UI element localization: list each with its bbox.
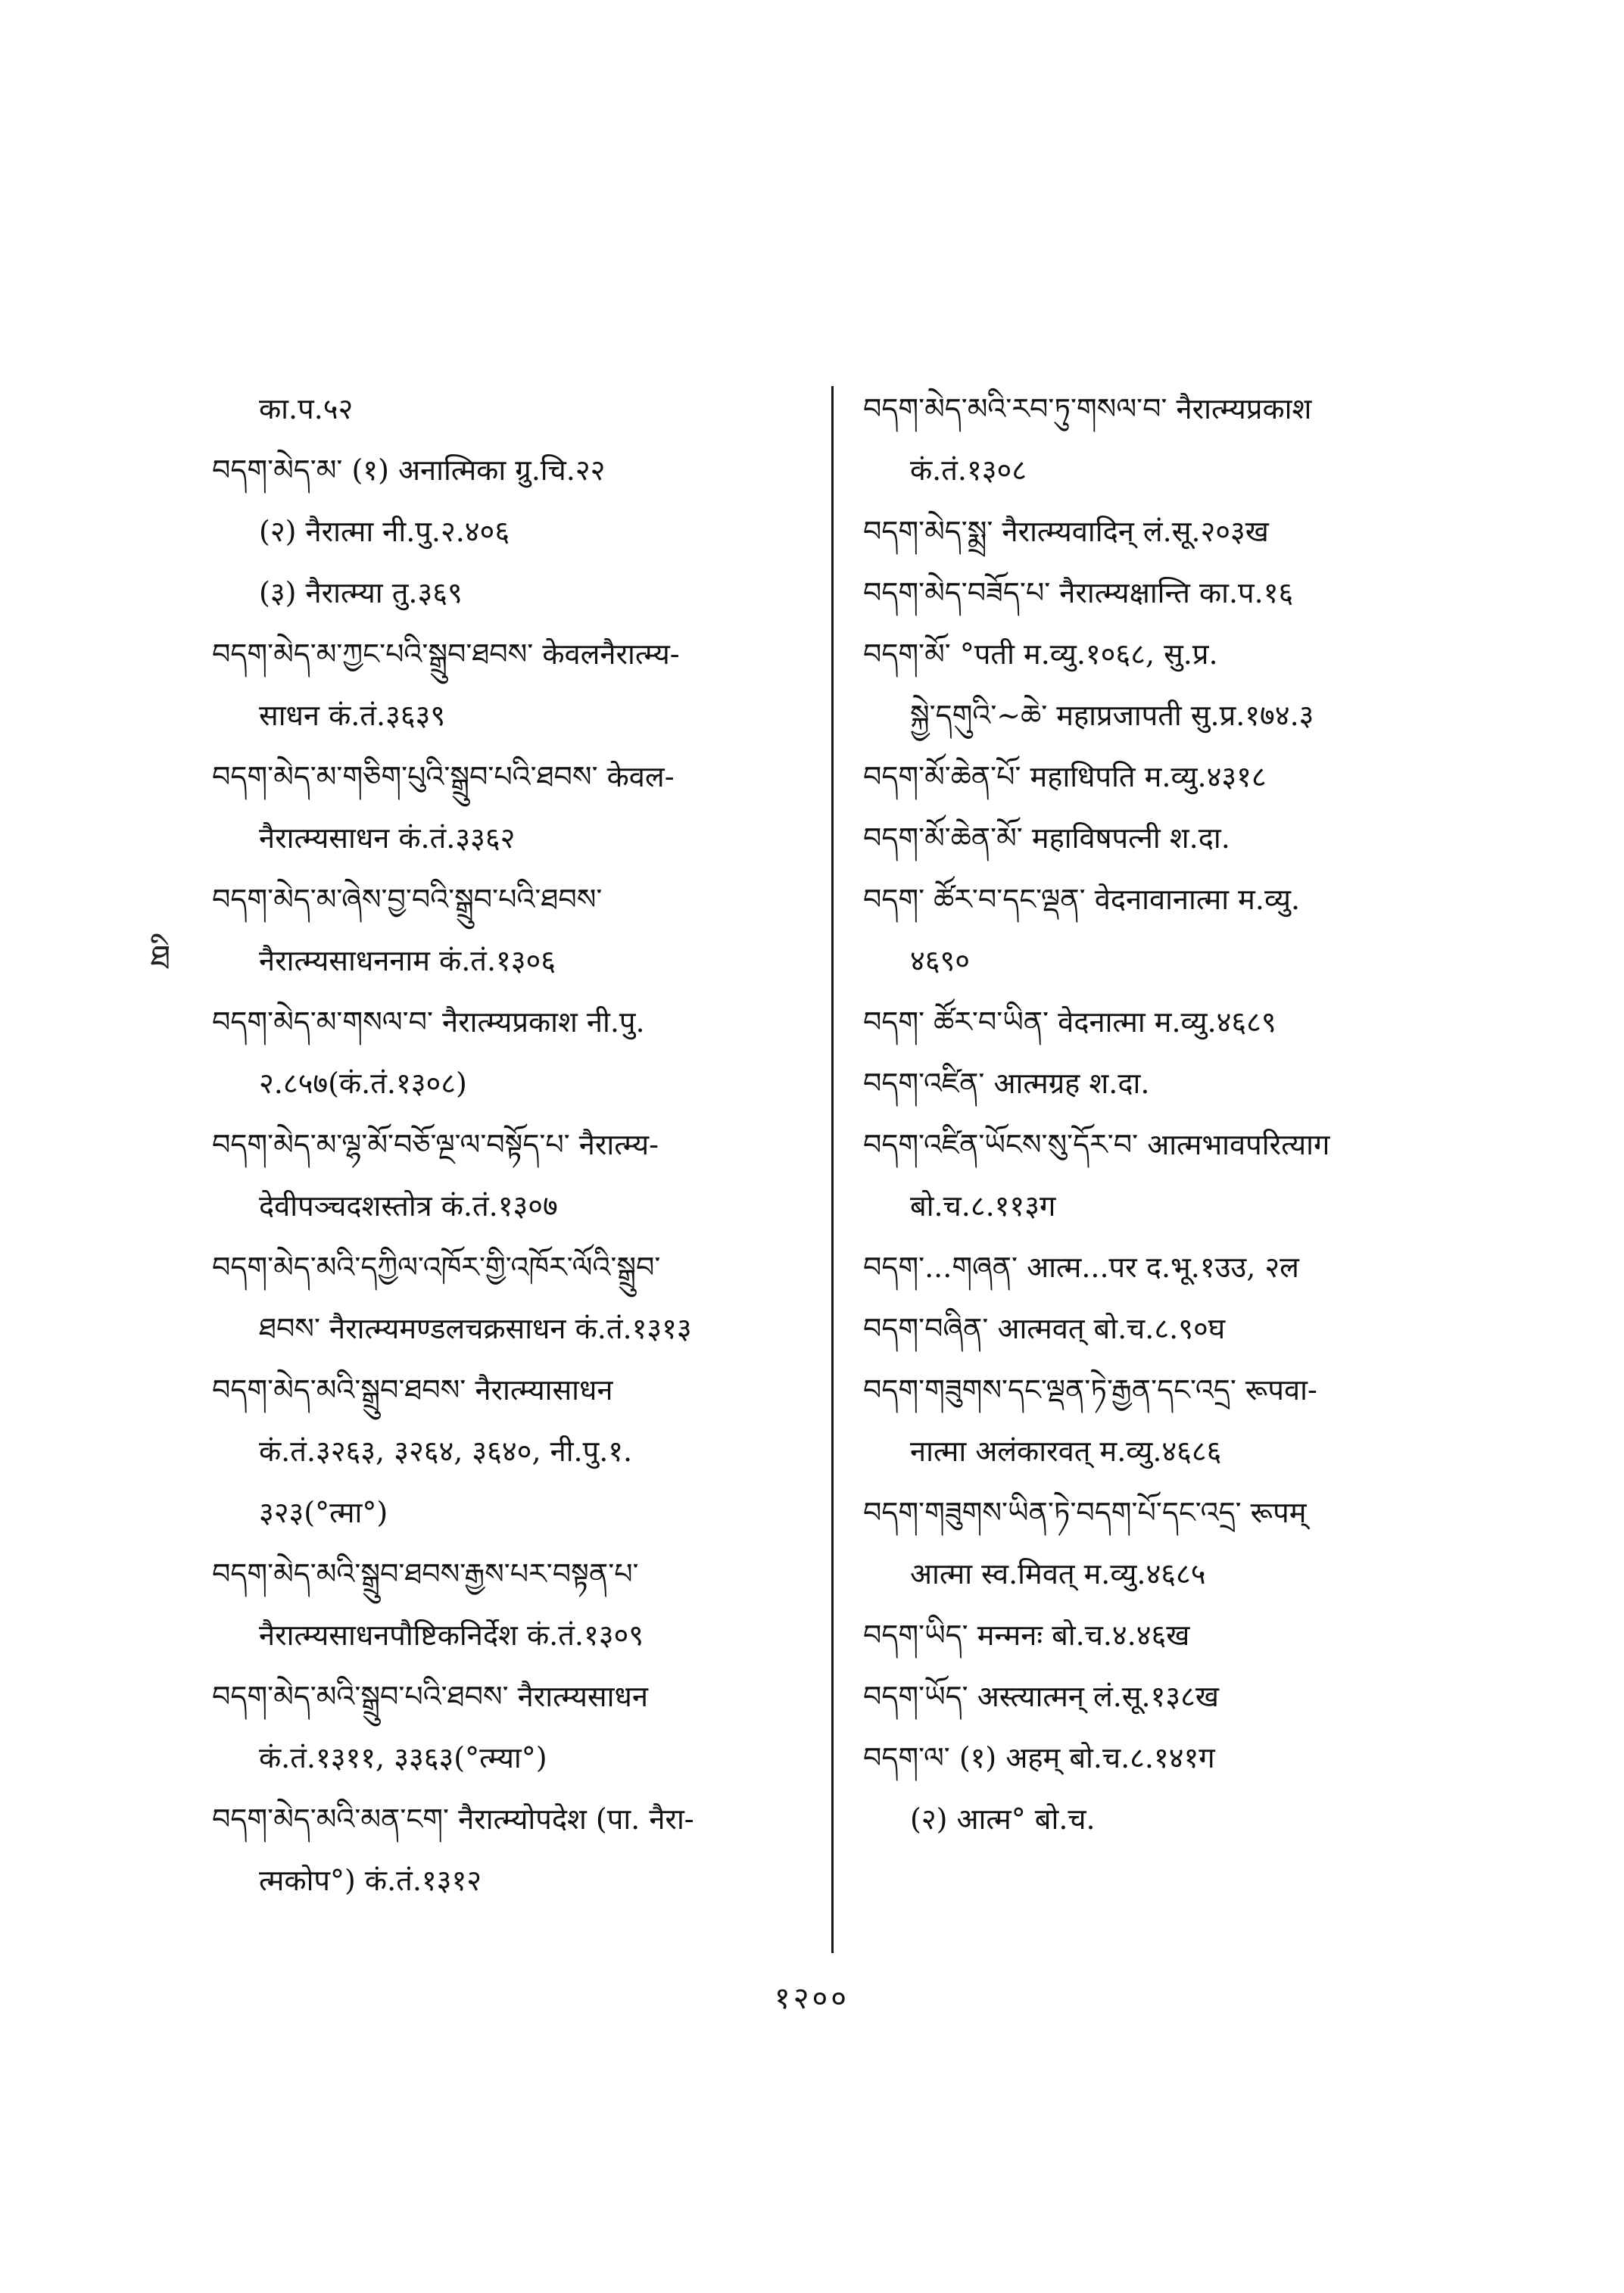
entry-headword-line: བདག་ལ་ (१) अहम् बो.च.८.१४१ग xyxy=(863,1741,1215,1774)
entry-headword-line: བདག་མེད་མའི་དཀྱིལ་འཁོར་གྱི་འཁོར་ལོའི་སྒྲུབ་ xyxy=(212,1251,661,1284)
entry-headword-line: བདག་མེད་མ་ (१) अनात्मिका ग्रु.चि.२२ xyxy=(212,453,606,487)
entry-continuation-line: नैरात्म्यसाधननाम कं.तं.१३०६ xyxy=(259,944,556,977)
left-column xyxy=(212,379,818,1911)
entry-continuation-line: नात्मा अलंकारवत् म.व्यु.४६८६ xyxy=(910,1435,1222,1468)
entry-continuation-line: कं.तं.३२६३, ३२६४, ३६४०, नी.पु.१. xyxy=(259,1435,633,1468)
entry-continuation-line: २.८५७(कं.तं.१३०८) xyxy=(259,1067,467,1100)
entry-continuation-line: ३२३(°त्मा°) xyxy=(259,1496,388,1529)
entry-headword-line: བདག་གཟུགས་དང་ལྡན་ཏེ་རྒྱན་དང་འདྲ་ रूपवा- xyxy=(863,1373,1317,1407)
entry-continuation-line: ཐབས་ नैरात्म्यमण्डलचक्रसाधन कं.तं.१३१३ xyxy=(259,1312,692,1345)
entry-headword-line: བདག་མེད་མ་ཞེས་བྱ་བའི་སྒྲུབ་པའི་ཐབས་ xyxy=(212,883,603,916)
entry-continuation-line: का.प.५२ xyxy=(259,392,354,425)
entry-headword-line: བདག་མེད་མ་གཅིག་པུའི་སྒྲུབ་པའི་ཐབས་ केवल- xyxy=(212,760,675,793)
entry-continuation-line: कं.तं.१३०८ xyxy=(910,453,1027,487)
entry-continuation-line: नैरात्म्यसाधन कं.तं.३३६२ xyxy=(259,821,516,855)
margin-section-mark: ཐི xyxy=(150,939,171,977)
entry-continuation-line: त्मकोप°) कं.तं.१३१२ xyxy=(259,1864,482,1897)
entry-headword-line: བདག་མེད་མ་གསལ་བ་ नैरात्म्यप्रकाश नी.पु. xyxy=(212,1005,645,1039)
entry-headword-line: བདག་ཡོད་ अस्त्यात्मन् लं.सू.१३८ख xyxy=(863,1680,1219,1713)
entry-headword-line: བདག་ ཚོར་བ་དང་ལྡན་ वेदनावानात्मा म.व्यु. xyxy=(863,883,1301,916)
entry-headword-line: བདག་མེད་མའི་རབ་ཏུ་གསལ་བ་ नैरात्म्यप्रकाश xyxy=(863,392,1312,425)
entry-headword-line: བདག་འཛིན་ཡོངས་སུ་དོར་བ་ आत्मभावपरित्याग xyxy=(863,1128,1330,1161)
entry-headword-line: བདག་བཞིན་ आत्मवत् बो.च.८.९०घ xyxy=(863,1312,1226,1345)
entry-headword-line: བདག་ཡིད་ मन्मनः बो.च.४.४६ख xyxy=(863,1618,1190,1652)
entry-continuation-line: आत्मा स्व.मिवत् म.व्यु.४६८५ xyxy=(910,1557,1206,1590)
entry-continuation-line: (२) आत्म° बो.च. xyxy=(910,1802,1096,1836)
entry-continuation-line: (२) नैरात्मा नी.पु.२.४०६ xyxy=(259,515,510,548)
entry-continuation-line: (३) नैरात्म्या तु.३६९ xyxy=(259,576,463,609)
entry-headword-line: བདག་མེད་མའི་མན་ངག་ नैरात्म्योपदेश (पा. नैरा- xyxy=(212,1802,694,1836)
entry-continuation-line: बो.च.८.११३ग xyxy=(910,1189,1056,1223)
entry-headword-line: བདག་མེད་སྨྲ་ नैरात्म्यवादिन् लं.सू.२०३ख xyxy=(863,515,1269,548)
entry-headword-line: བདག་འཛིན་ आत्मग्रह श.दा. xyxy=(863,1067,1150,1100)
entry-headword-line: བདག་མེད་མའི་སྒྲུབ་ཐབས་ नैरात्म्यासाधन xyxy=(212,1373,613,1407)
entry-continuation-line: སྐྱེ་དགུའི་~ཆེ་ महाप्रजापती सु.प्र.१७४.३ xyxy=(910,699,1314,732)
entry-headword-line: བདག་མེད་མ་ལྷ་མོ་བཅོ་ལྔ་ལ་བསྟོད་པ་ नैरात्म्य- xyxy=(212,1128,659,1161)
entry-headword-line: བདག་མོ་ཆེན་མོ་ महाविषपत्नी श.दा. xyxy=(863,821,1230,855)
entry-headword-line: བདག་ ཚོར་བ་ཡིན་ वेदनात्मा म.व्यु.४६८९ xyxy=(863,1005,1276,1039)
entry-headword-line: བདག་གཟུགས་ཡིན་ཏེ་བདག་པོ་དང་འདྲ་ रूपम् xyxy=(863,1496,1307,1529)
right-column xyxy=(863,379,1484,1850)
entry-headword-line: བདག་མོ་ °पती म.व्यु.१०६८, सु.प्र. xyxy=(863,637,1218,671)
entry-continuation-line: ४६९० xyxy=(910,944,971,977)
entry-headword-line: བདག་མོ་ཆེན་པོ་ महाधिपति म.व्यु.४३१८ xyxy=(863,760,1267,793)
page-number: १२०० xyxy=(774,1981,850,2016)
entry-headword-line: བདག་...གཞན་ आत्म...पर द.भू.१उउ, २ल xyxy=(863,1251,1299,1284)
entry-headword-line: བདག་མེད་མའི་སྒྲུབ་ཐབས་རྒྱས་པར་བསྟན་པ་ xyxy=(212,1557,639,1590)
entry-headword-line: བདག་མེད་མའི་སྒྲུབ་པའི་ཐབས་ नैरात्म्यसाधन xyxy=(212,1680,648,1713)
entry-headword-line: བདག་མེད་བཟོད་པ་ नैरात्म्यक्षान्ति का.प.१६ xyxy=(863,576,1294,609)
entry-continuation-line: साधन कं.तं.३६३९ xyxy=(259,699,446,732)
column-divider xyxy=(831,386,834,1953)
entry-continuation-line: देवीपञ्चदशस्तोत्र कं.तं.१३०७ xyxy=(259,1189,558,1223)
entry-headword-line: བདག་མེད་མ་ཀྱང་པའི་སྒྲུབ་ཐབས་ केवलनैरात्म्य- xyxy=(212,637,680,671)
entry-continuation-line: नैरात्म्यसाधनपौष्टिकनिर्देश कं.तं.१३०९ xyxy=(259,1618,644,1652)
entry-continuation-line: कं.तं.१३११, ३३६३(°त्म्या°) xyxy=(259,1741,547,1774)
